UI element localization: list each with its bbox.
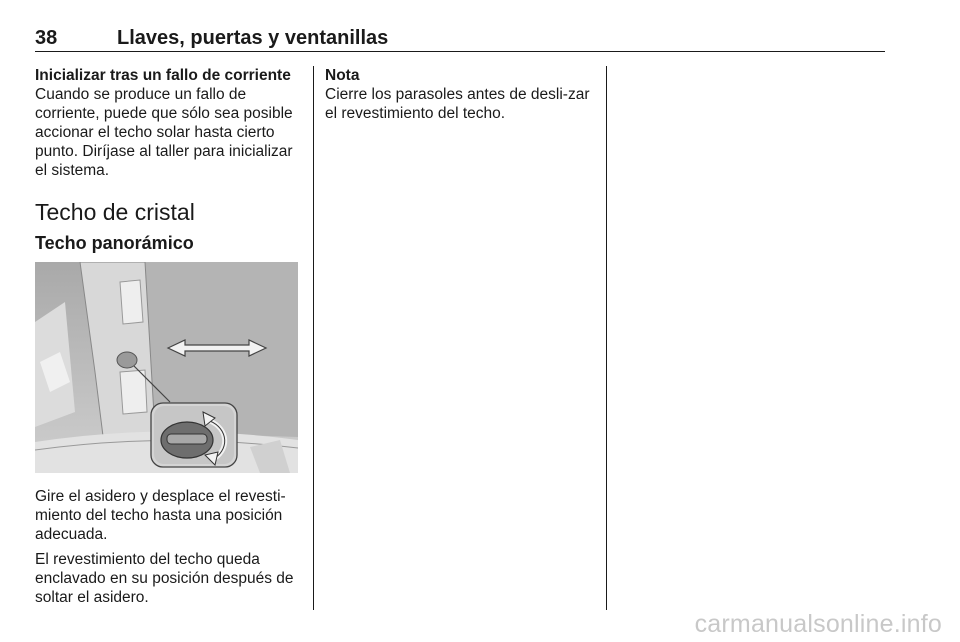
caption-paragraph-2: El revestimiento del techo queda enclavado en su posición después de soltar el asidero.	[35, 551, 294, 606]
watermark: carmanualsonline.info	[694, 610, 942, 638]
roof-handle-drawing	[35, 262, 298, 473]
caption-paragraph-1: Gire el asidero y desplace el revesti-miento del techo hasta una posición adecuada.	[35, 488, 286, 543]
power-failure-paragraph: Cuando se produce un fallo de corriente, puede que sólo sea posible accionar el techo solar hasta cierto punto. Diríjase al taller para inicializar el sistema.	[35, 86, 293, 179]
chapter-title: Llaves, puertas y ventanillas	[117, 27, 389, 49]
note-text: Cierre los parasoles antes de desli-zar el revestimiento del techo.	[325, 86, 590, 122]
page-header	[35, 27, 885, 52]
subheading-power-failure: Inicializar tras un fallo de corriente	[35, 67, 291, 84]
figure-caption	[35, 487, 301, 607]
panoramic-roof-illustration	[35, 262, 298, 473]
column-2-text	[325, 66, 595, 123]
note-title: Nota	[325, 67, 360, 84]
page-number: 38	[35, 27, 58, 49]
subsection-title: Techo panorámico	[35, 233, 194, 253]
column-divider-2	[606, 66, 607, 610]
column-1-text	[35, 66, 301, 180]
section-title: Techo de cristal	[35, 199, 195, 225]
column-divider-1	[313, 66, 314, 610]
